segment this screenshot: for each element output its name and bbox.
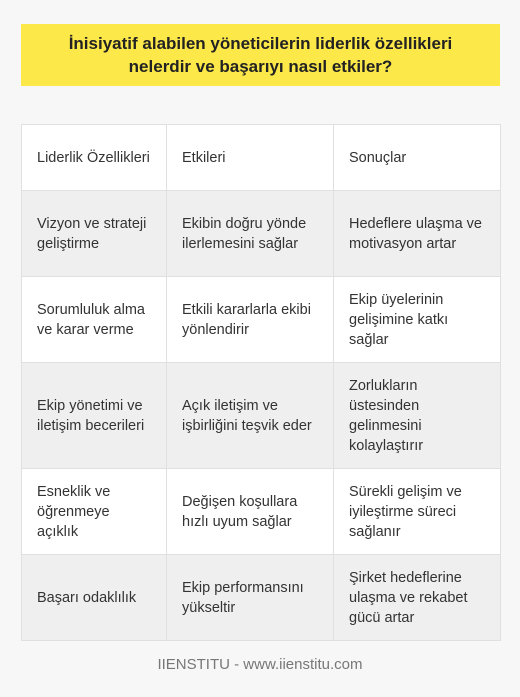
table-row [22, 277, 501, 363]
table-cell: Sorumluluk alma ve karar verme [22, 277, 167, 363]
footer-credit: IIENSTITU - www.iienstitu.com [157, 656, 363, 673]
table-cell: Vizyon ve strateji geliştirme [22, 191, 167, 277]
table-row [22, 469, 501, 555]
table [21, 124, 501, 641]
title-banner [21, 24, 500, 86]
header-cell-effects: Etkileri [167, 125, 334, 191]
table-cell: Hedeflere ulaşma ve motivasyon artar [334, 191, 501, 277]
table-cell: Ekip üyelerinin gelişimine katkı sağlar [334, 277, 501, 363]
table-cell: Esneklik ve öğrenmeye açıklık [22, 469, 167, 555]
table-row [22, 191, 501, 277]
table-cell: Ekip performansını yükseltir [167, 555, 334, 641]
comparison-table [21, 124, 500, 641]
page-title: İnisiyatif alabilen yöneticilerin liderlik özellikleri nelerdir ve başarıyı nasıl etkiler? [68, 34, 453, 76]
header-cell-results: Sonuçlar [334, 125, 501, 191]
table-cell: Ekibin doğru yönde ilerlemesini sağlar [167, 191, 334, 277]
table-cell: Etkili kararlarla ekibi yönlendirir [167, 277, 334, 363]
table-cell: Açık iletişim ve işbirliğini teşvik eder [167, 363, 334, 469]
table-header-row [22, 125, 501, 191]
table-cell: Ekip yönetimi ve iletişim becerileri [22, 363, 167, 469]
table-cell: Şirket hedeflerine ulaşma ve rekabet gücü artar [334, 555, 501, 641]
header-cell-leadership: Liderlik Özellikleri [22, 125, 167, 191]
table-cell: Başarı odaklılık [22, 555, 167, 641]
table-row [22, 363, 501, 469]
table-row [22, 555, 501, 641]
table-cell: Zorlukların üstesinden gelinmesini kolaylaştırır [334, 363, 501, 469]
table-cell: Değişen koşullara hızlı uyum sağlar [167, 469, 334, 555]
table-cell: Sürekli gelişim ve iyileştirme süreci sağlanır [334, 469, 501, 555]
